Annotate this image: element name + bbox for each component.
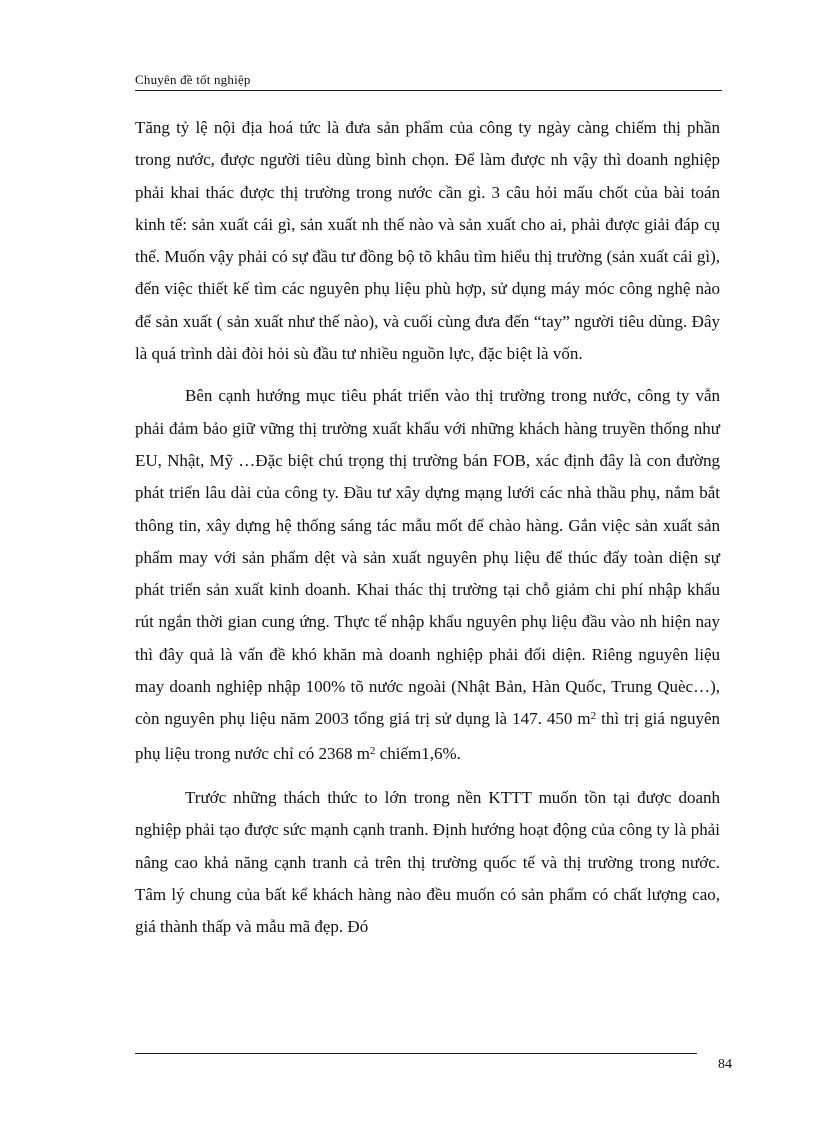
paragraph-3: Trước những thách thức to lớn trong nền KTTT muốn tồn tại được doanh nghiệp phải tạo được sức mạnh cạnh tranh. Định hướng hoạt động của công ty là phải nâng cao khả năng cạnh tranh cả trên thị trường quốc tế và thị trường trong nước. Tâm lý chung của bất kể khách hàng nào đều muốn có sản phẩm có chất lượng cao, giá thành thấp và mẫu mã đẹp. Đó	[135, 787, 720, 937]
footer-rule	[135, 1053, 697, 1054]
paragraph-1: Tăng tỷ lệ nội địa hoá tức là đưa sản phẩm của công ty ngày càng chiếm thị phần trong nước, được người tiêu dùng bình chọn. Để làm được nh vậy thì doanh nghiệp phải khai thác được thị trường trong nước cần gì. 3 câu hỏi mấu chốt của bài toán kinh tế: sản xuất cái gì, sản xuất nh thế nào và sản xuất cho ai, phải được giải đáp cụ thể. Muốn vậy phải có sự đầu tư đồng bộ tõ khâu tìm hiểu thị trường (sản xuất cái gì), đến việc thiết kế tìm các nguyên phụ liệu phù hợp, sử dụng máy móc công nghệ nào để sản xuất ( sản xuất như thế nào), và cuối cùng đưa đến “tay” người tiêu dùng. Đây là quá trình dài đòi hỏi sù đầu tư nhiều nguồn lực, đặc biệt là vốn.	[135, 118, 720, 364]
square-meter-superscript-1: 2	[590, 710, 597, 723]
page-number: 84	[718, 1057, 732, 1072]
paragraph-2-text-part-3: chiếm1,6%.	[375, 743, 461, 763]
paragraph-2	[135, 380, 720, 772]
header-title: Chuyên đề tốt nghiệp	[135, 72, 251, 87]
page-header	[135, 72, 722, 91]
paragraph-2-text-part-1: Bên cạnh hướng mục tiêu phát triển vào thị trường trong nước, công ty vẫn phải đảm bảo giữ vững thị trường xuất khẩu với những khách hàng truyền thống như EU, Nhật, Mỹ …Đặc biệt chú trọng thị trường bán FOB, xác định đây là con đường phát triển lâu dài của công ty. Đầu tư xây dựng mạng lưới các nhà thầu phụ, nắm bắt thông tin, xây dựng hệ thống sáng tác mẫu mốt để chào hàng. Gắn việc sản xuất sản phẩm may với sản phẩm dệt và sản xuất nguyên phụ liệu để thúc đẩy toàn diện sự phát triển sản xuất kinh doanh. Khai thác thị trường tại chỗ giảm chi phí nhập khẩu rút ngắn thời gian cung ứng. Thực tế nhập khẩu nguyên phụ liệu đầu vào nh hiện nay thì đây quả là vấn đề khó khăn mà doanh nghiệp phải đối diện. Riêng nguyên liệu may doanh nghiệp nhập 100% tõ nước ngoài (Nhật Bản, Hàn Quốc, Trung Quèc…), còn nguyên phụ liệu năm 2003 tổng giá trị sử dụng là 147. 450 m	[135, 386, 720, 729]
square-meter-superscript-2: 2	[369, 744, 376, 757]
document-body	[135, 112, 720, 943]
paragraph-2-text-part-2: thì trị giá nguyên phụ liệu trong nước chỉ có 2368 m	[135, 709, 720, 763]
